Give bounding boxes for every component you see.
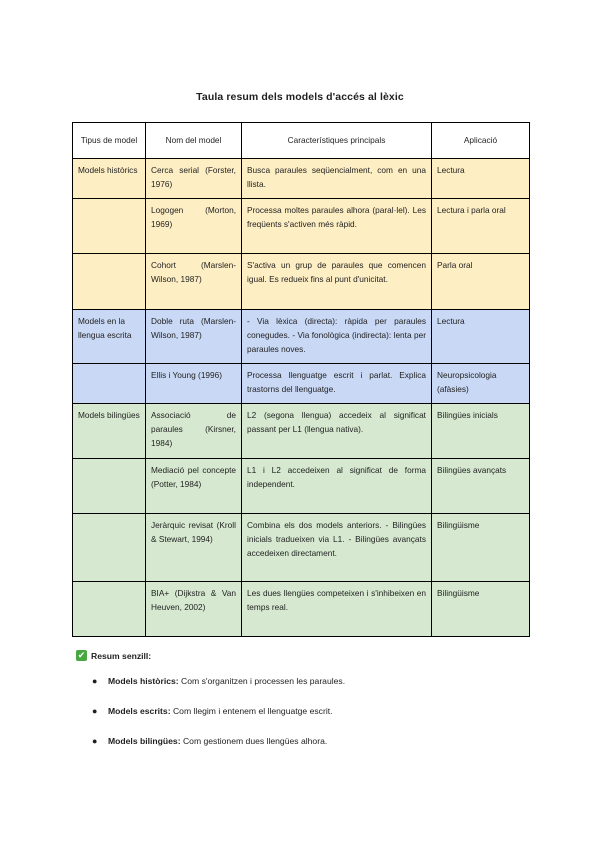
list-item [92, 734, 345, 749]
cell-aplicacio: Bilingüisme [432, 514, 530, 582]
item-text: Com llegim i entenem el llenguatge escrit. [170, 706, 333, 716]
cell-nom: BIA+ (Dijkstra & Van Heuven, 2002) [146, 582, 242, 637]
cell-caracteristiques: Processa moltes paraules alhora (paral·lel). Les freqüents s'activen més ràpid. [242, 199, 432, 254]
cell-nom: Doble ruta (Marslen-Wilson, 1987) [146, 310, 242, 364]
table-row [73, 310, 530, 364]
cell-tipus [73, 514, 146, 582]
header-nom: Nom del model [146, 123, 242, 159]
item-label: Models escrits: [108, 706, 171, 716]
cell-aplicacio: Parla oral [432, 254, 530, 310]
table-row [73, 199, 530, 254]
cell-tipus: Models històrics [73, 159, 146, 199]
page-title: Taula resum dels models d'accés al lèxic [196, 91, 404, 103]
cell-caracteristiques: S'activa un grup de paraules que comencen igual. Es redueix fins al punt d'unicitat. [242, 254, 432, 310]
cell-caracteristiques: - Via lèxica (directa): ràpida per paraules conegudes. - Via fonològica (indirecta): lenta per paraules noves. [242, 310, 432, 364]
table-header-row [73, 123, 530, 159]
cell-tipus: Models bilingües [73, 404, 146, 459]
cell-aplicacio: Bilingües inicials [432, 404, 530, 459]
cell-tipus: Models en la llengua escrita [73, 310, 146, 364]
cell-nom: Ellis i Young (1996) [146, 364, 242, 404]
header-aplicacio: Aplicació [432, 123, 530, 159]
cell-aplicacio: Lectura [432, 159, 530, 199]
table-row [73, 404, 530, 459]
cell-nom: Jeràrquic revisat (Kroll & Stewart, 1994) [146, 514, 242, 582]
cell-aplicacio: Neuropsicologia (afàsies) [432, 364, 530, 404]
item-text: Com s'organitzen i processen les paraules. [178, 676, 346, 686]
list-item [92, 674, 345, 689]
summary-heading [76, 650, 151, 661]
bullet-icon: ● [92, 736, 98, 746]
check-icon: ✔ [77, 650, 86, 660]
cell-nom: Logogen (Morton, 1969) [146, 199, 242, 254]
cell-tipus [73, 364, 146, 404]
cell-tipus [73, 582, 146, 637]
cell-caracteristiques: Combina els dos models anteriors. - Bilingües inicials tradueixen via L1. - Bilingües avançats accedeixen directament. [242, 514, 432, 582]
cell-caracteristiques: Processa llenguatge escrit i parlat. Explica trastorns del llenguatge. [242, 364, 432, 404]
cell-caracteristiques: Busca paraules seqüencialment, com en una llista. [242, 159, 432, 199]
cell-aplicacio: Bilingüisme [432, 582, 530, 637]
item-text: Com gestionem dues llengües alhora. [180, 736, 328, 746]
cell-nom: Associació de paraules (Kirsner, 1984) [146, 404, 242, 459]
table-row [73, 159, 530, 199]
cell-tipus [73, 254, 146, 310]
cell-aplicacio: Lectura [432, 310, 530, 364]
table-row [73, 254, 530, 310]
header-caracteristiques: Característiques principals [242, 123, 432, 159]
cell-nom: Mediació pel concepte (Potter, 1984) [146, 459, 242, 514]
item-label: Models històrics: [108, 676, 179, 686]
cell-aplicacio: Lectura i parla oral [432, 199, 530, 254]
models-table [72, 122, 530, 637]
item-label: Models bilingües: [108, 736, 181, 746]
table-row [73, 514, 530, 582]
cell-nom: Cohort (Marslen-Wilson, 1987) [146, 254, 242, 310]
list-item [92, 704, 345, 719]
cell-tipus [73, 459, 146, 514]
bullet-icon: ● [92, 706, 98, 716]
cell-tipus [73, 199, 146, 254]
cell-nom: Cerca serial (Forster, 1976) [146, 159, 242, 199]
table-row [73, 459, 530, 514]
cell-caracteristiques: Les dues llengües competeixen i s'inhibeixen en temps real. [242, 582, 432, 637]
summary-heading-label: Resum senzill: [91, 650, 152, 661]
header-tipus: Tipus de model [73, 123, 146, 159]
table-row [73, 582, 530, 637]
cell-aplicacio: Bilingües avançats [432, 459, 530, 514]
bullet-icon: ● [92, 676, 98, 686]
cell-caracteristiques: L2 (segona llengua) accedeix al significat passant per L1 (llengua nativa). [242, 404, 432, 459]
cell-caracteristiques: L1 i L2 accedeixen al significat de forma independent. [242, 459, 432, 514]
summary-list [92, 674, 345, 764]
table-row [73, 364, 530, 404]
